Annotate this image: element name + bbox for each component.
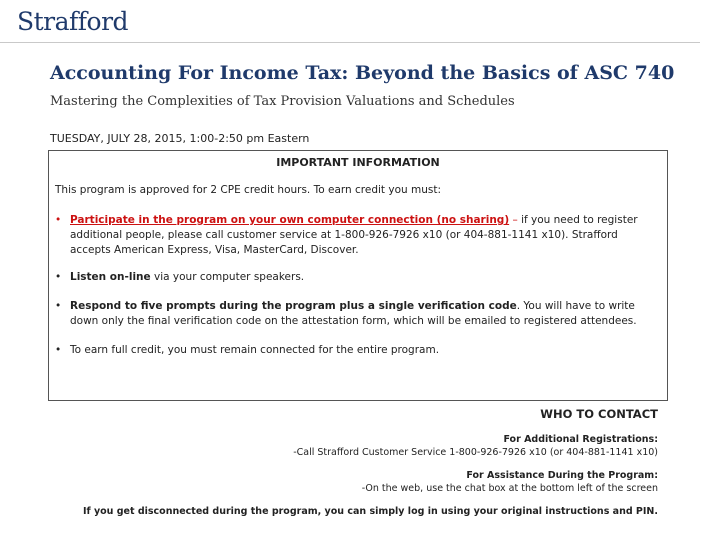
strafford-logo: Strafford: [17, 7, 129, 36]
participate-link[interactable]: Participate in the program on your own computer connection (no sharing): [70, 214, 510, 226]
bullet-marker: •: [55, 344, 62, 356]
bullet-marker: •: [55, 271, 62, 283]
bullet-marker: •: [55, 300, 62, 312]
listen-online-label: Listen on-line: [70, 271, 151, 283]
bullet-text: [70, 213, 661, 258]
respond-prompts-label: Respond to five prompts during the program plus a single verification code: [70, 300, 517, 312]
header-divider: [0, 42, 700, 43]
disconnect-note: If you get disconnected during the program, you can simply log in using your original instructions and PIN.: [82, 506, 658, 517]
bullet-text: [70, 270, 661, 285]
bullet-full-credit: [55, 343, 661, 358]
additional-registrations-text: -Call Strafford Customer Service 1-800-926-7926 x10 (or 404-881-1141 x10): [293, 447, 658, 458]
important-info-heading: IMPORTANT INFORMATION: [276, 156, 440, 169]
listen-online-text: via your computer speakers.: [150, 271, 305, 283]
full-credit-text: To earn full credit, you must remain connected for the entire program.: [70, 344, 440, 356]
assistance-text: -On the web, use the chat box at the bottom left of the screen: [361, 483, 658, 494]
bullet-listen: [55, 270, 661, 285]
page-title: Accounting For Income Tax: Beyond the Basics of ASC 740: [50, 62, 675, 84]
page-subtitle: Mastering the Complexities of Tax Provision Valuations and Schedules: [50, 94, 515, 109]
important-info-box: [48, 150, 668, 401]
bullet-participate: [55, 213, 661, 258]
cpe-intro-text: This program is approved for 2 CPE credit hours. To earn credit you must:: [55, 184, 442, 196]
assistance-label: For Assistance During the Program:: [466, 470, 658, 481]
registration-info-text: if you need to register additional people, please call customer service at 1-800-926-7926 x10 (or 404-881-1141 x10). Strafford accepts American Express, Visa, MasterCard, Discover.: [70, 214, 638, 256]
program-datetime: TUESDAY, JULY 28, 2015, 1:00-2:50 pm Eastern: [50, 132, 310, 145]
respond-prompts-text: . You will have to write down only the final verification code on the attestation form, which will be emailed to registered attendees.: [70, 300, 637, 327]
who-to-contact-heading: WHO TO CONTACT: [540, 407, 658, 421]
bullet-respond: [55, 299, 661, 329]
bullet-dash: –: [509, 214, 522, 226]
bullet-text: [70, 299, 661, 329]
additional-registrations-label: For Additional Registrations:: [503, 434, 658, 445]
bullet-marker: •: [55, 214, 62, 226]
